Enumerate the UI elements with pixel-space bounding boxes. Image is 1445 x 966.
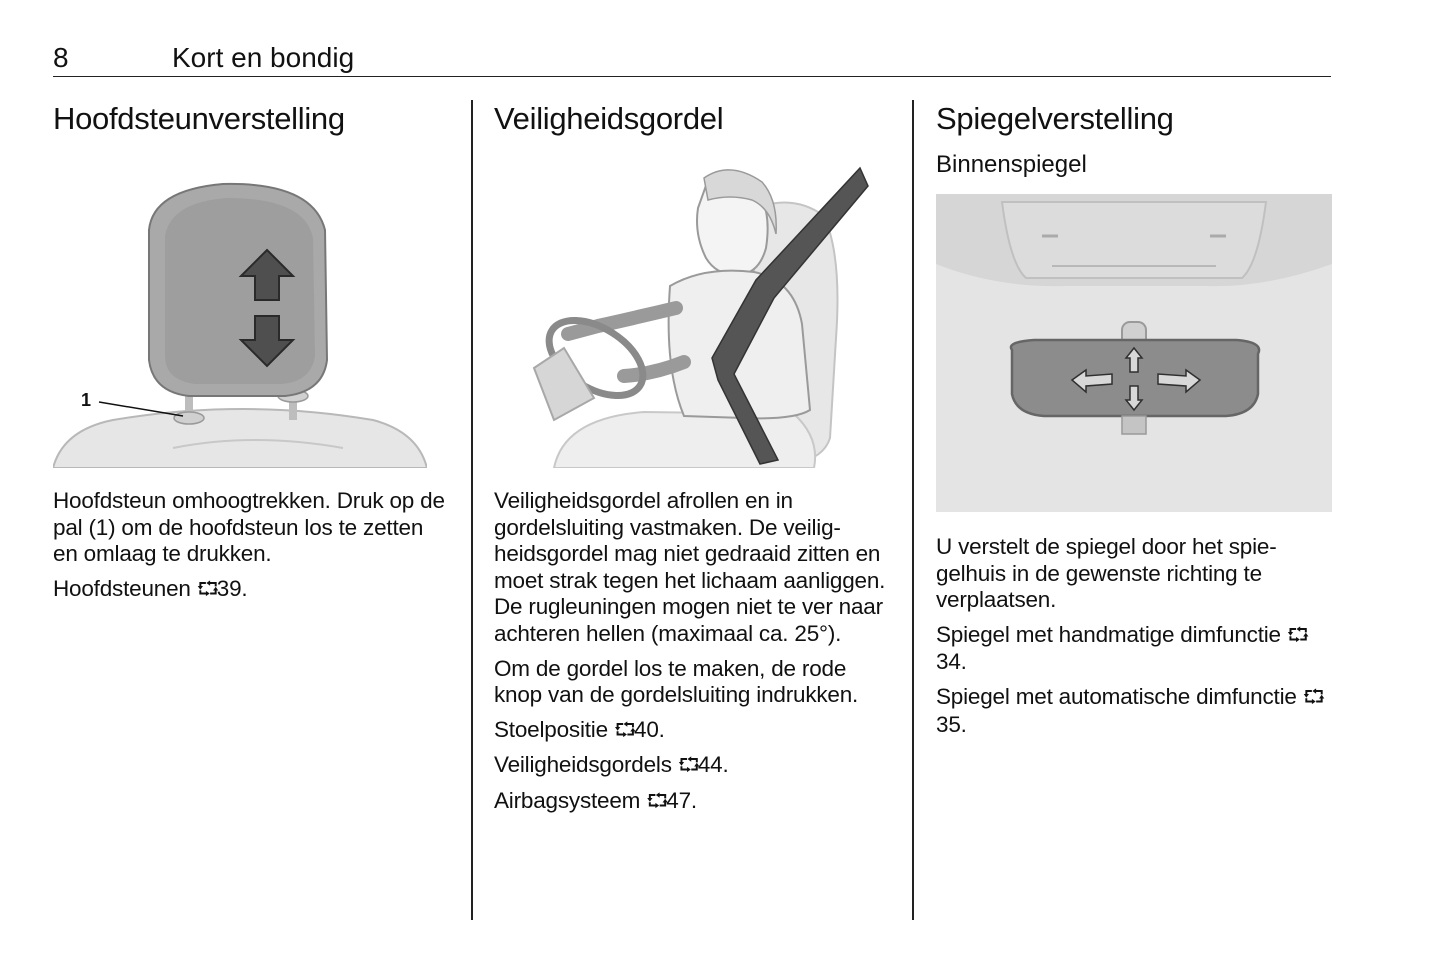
release-latch-shape [174,412,204,424]
section-heading: Veiligheidsgordel [494,101,724,136]
body-paragraph: Hoofdsteun omhoogtrekken. Druk op de pal (1) om de hoofdsteun los te zetten en omlaag te drukken. [53,488,445,567]
column-divider [912,100,914,920]
figure-callout-1: 1 [81,390,92,410]
cross-reference: Veiligheidsgordels ⮔44. [494,752,892,780]
headrest-illustration [53,148,427,468]
section-seatbelt [494,100,892,824]
cross-reference: Spiegel met handmatige dimfunctie ⮔34. [936,621,1310,675]
page-header [53,42,1331,77]
cross-reference: Hoofdsteunen ⮔39. [53,576,449,604]
page-ref-icon: ⮔ [1286,624,1310,646]
cross-reference: Airbagsysteem ⮔47. [494,788,892,816]
page-ref-icon: ⮔ [646,790,669,812]
body-paragraph: Veiligheidsgordel afrollen en in gordelsluiting vastmaken. De veiligheidsgordel mag niet gedraaid zitten en moet strak tegen het lichaam aanliggen. De rugleuningen mogen niet te ver naar achteren hellen (maximaal ca. 25°). [494,488,886,646]
page-ref-icon: ⮔ [677,755,701,777]
body-paragraph: Om de gordel los te maken, de rode knop van de gordelsluiting indrukken. [494,655,859,708]
section-heading: Spiegelverstelling [936,101,1174,136]
page-ref-icon: ⮔ [196,578,220,600]
page-ref-icon: ⮔ [614,719,637,741]
mirror-illustration [936,194,1332,512]
body-paragraph: U verstelt de spiegel door het spiegelhuis in de gewenste richting te verplaatsen. [936,534,1277,613]
cross-reference: Stoelpositie ⮔40. [494,717,892,745]
seatbelt-illustration [494,148,886,468]
section-mirror [936,100,1332,746]
section-subheading: Binnenspiegel [936,151,1087,178]
page-number: 8 [53,42,69,73]
chapter-title: Kort en bondig [172,42,355,73]
section-headrest [53,100,449,611]
cross-reference: Spiegel met automatische dimfunctie ⮔35. [936,683,1326,737]
column-divider [471,100,473,920]
page-ref-icon: ⮔ [1302,686,1326,708]
section-heading: Hoofdsteunverstelling [53,101,345,136]
